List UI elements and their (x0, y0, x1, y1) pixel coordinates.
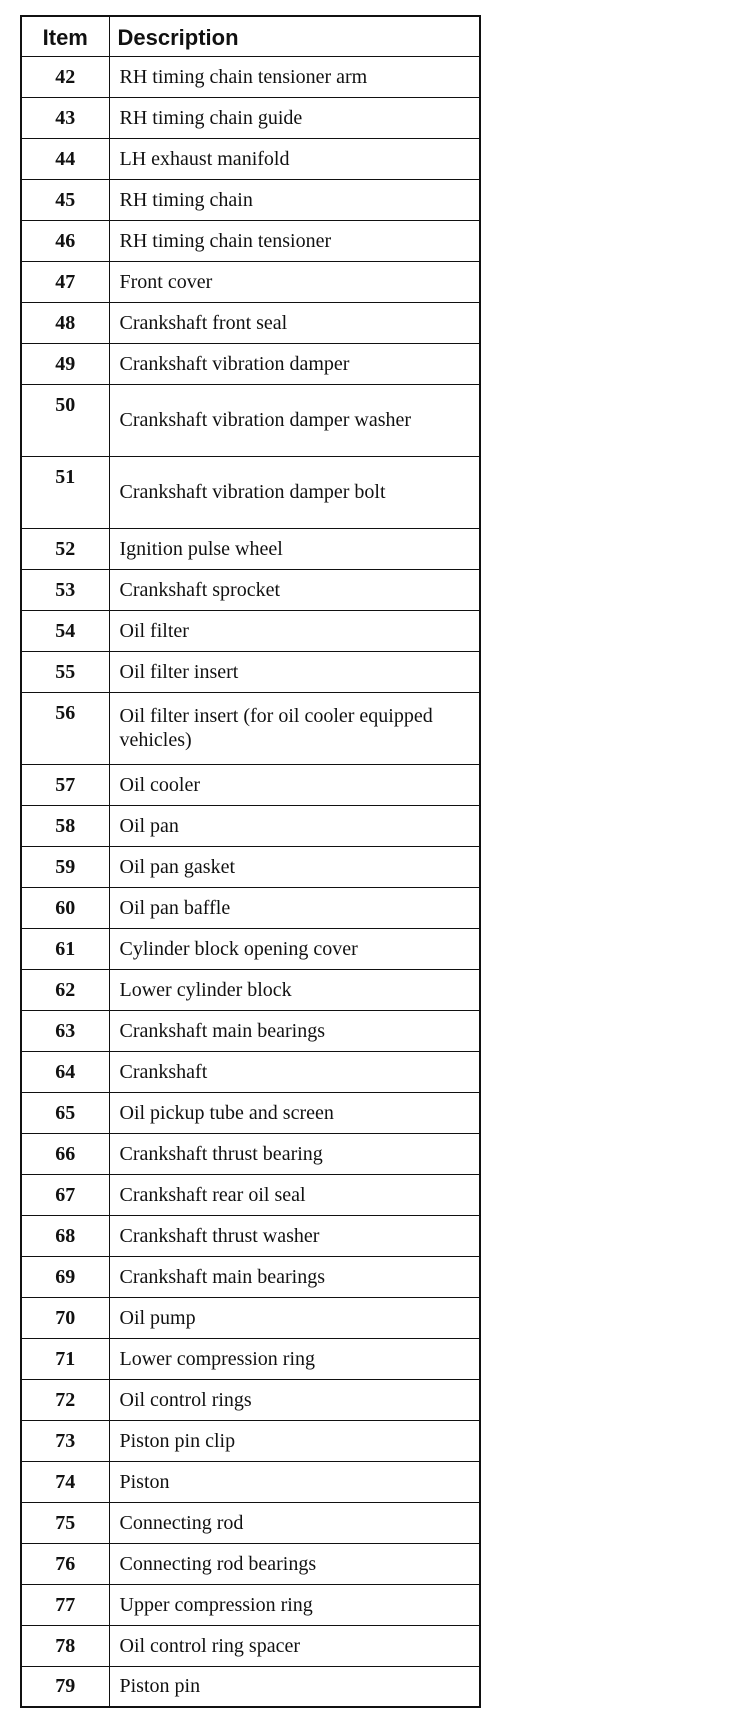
description-cell: Oil pump (109, 1297, 480, 1338)
table-row (21, 1625, 480, 1666)
table-row (21, 692, 480, 764)
description-cell: Crankshaft vibration damper (109, 343, 480, 384)
description-cell: LH exhaust manifold (109, 138, 480, 179)
table-row (21, 302, 480, 343)
description-cell: Crankshaft front seal (109, 302, 480, 343)
description-cell: RH timing chain tensioner arm (109, 56, 480, 97)
item-number-cell: 52 (21, 528, 109, 569)
table-row (21, 1010, 480, 1051)
description-cell: RH timing chain tensioner (109, 220, 480, 261)
description-cell: Crankshaft thrust bearing (109, 1133, 480, 1174)
table-row (21, 179, 480, 220)
description-cell: Oil pan (109, 805, 480, 846)
item-number-cell: 59 (21, 846, 109, 887)
item-number-cell: 67 (21, 1174, 109, 1215)
parts-table (20, 15, 481, 1708)
table-row (21, 610, 480, 651)
item-number-cell: 49 (21, 343, 109, 384)
table-row (21, 764, 480, 805)
item-number-cell: 71 (21, 1338, 109, 1379)
description-cell: Crankshaft vibration damper washer (109, 384, 480, 456)
table-row (21, 1297, 480, 1338)
item-column-header: Item (21, 16, 109, 56)
table-row (21, 1215, 480, 1256)
item-number-cell: 77 (21, 1584, 109, 1625)
table-row (21, 56, 480, 97)
table-row (21, 1502, 480, 1543)
description-cell: Oil control rings (109, 1379, 480, 1420)
item-number-cell: 70 (21, 1297, 109, 1338)
table-row (21, 97, 480, 138)
item-number-cell: 48 (21, 302, 109, 343)
description-cell: Lower cylinder block (109, 969, 480, 1010)
item-number-cell: 76 (21, 1543, 109, 1584)
table-row (21, 1379, 480, 1420)
item-number-cell: 66 (21, 1133, 109, 1174)
table-row (21, 138, 480, 179)
description-cell: Oil filter insert (for oil cooler equipped vehicles) (109, 692, 480, 764)
table-row (21, 1051, 480, 1092)
description-cell: Piston (109, 1461, 480, 1502)
description-cell: Oil filter insert (109, 651, 480, 692)
table-row (21, 1092, 480, 1133)
table-row (21, 805, 480, 846)
item-number-cell: 79 (21, 1666, 109, 1707)
table-row (21, 456, 480, 528)
item-number-cell: 68 (21, 1215, 109, 1256)
description-cell: Crankshaft main bearings (109, 1256, 480, 1297)
description-cell: Crankshaft (109, 1051, 480, 1092)
table-row (21, 651, 480, 692)
description-cell: Cylinder block opening cover (109, 928, 480, 969)
table-row (21, 1338, 480, 1379)
table-row (21, 528, 480, 569)
table-row (21, 1174, 480, 1215)
table-row (21, 569, 480, 610)
description-cell: Ignition pulse wheel (109, 528, 480, 569)
table-row (21, 846, 480, 887)
parts-table-body (21, 56, 480, 1707)
item-number-cell: 64 (21, 1051, 109, 1092)
description-cell: RH timing chain guide (109, 97, 480, 138)
table-row (21, 1584, 480, 1625)
item-number-cell: 43 (21, 97, 109, 138)
item-number-cell: 69 (21, 1256, 109, 1297)
item-number-cell: 50 (21, 384, 109, 456)
description-cell: Crankshaft vibration damper bolt (109, 456, 480, 528)
item-number-cell: 65 (21, 1092, 109, 1133)
description-cell: Piston pin clip (109, 1420, 480, 1461)
description-cell: Crankshaft thrust washer (109, 1215, 480, 1256)
table-row (21, 384, 480, 456)
item-number-cell: 78 (21, 1625, 109, 1666)
item-number-cell: 47 (21, 261, 109, 302)
table-header-row (21, 16, 480, 56)
description-column-header: Description (109, 16, 480, 56)
description-cell: RH timing chain (109, 179, 480, 220)
item-number-cell: 75 (21, 1502, 109, 1543)
table-row (21, 343, 480, 384)
description-cell: Oil filter (109, 610, 480, 651)
table-row (21, 928, 480, 969)
item-number-cell: 72 (21, 1379, 109, 1420)
table-row (21, 887, 480, 928)
description-cell: Oil pan gasket (109, 846, 480, 887)
description-cell: Crankshaft sprocket (109, 569, 480, 610)
item-number-cell: 62 (21, 969, 109, 1010)
item-number-cell: 74 (21, 1461, 109, 1502)
description-cell: Piston pin (109, 1666, 480, 1707)
description-cell: Connecting rod bearings (109, 1543, 480, 1584)
item-number-cell: 54 (21, 610, 109, 651)
table-row (21, 1461, 480, 1502)
item-number-cell: 56 (21, 692, 109, 764)
description-cell: Connecting rod (109, 1502, 480, 1543)
item-number-cell: 61 (21, 928, 109, 969)
table-row (21, 1543, 480, 1584)
description-cell: Oil control ring spacer (109, 1625, 480, 1666)
item-number-cell: 46 (21, 220, 109, 261)
description-cell: Front cover (109, 261, 480, 302)
description-cell: Oil cooler (109, 764, 480, 805)
item-number-cell: 60 (21, 887, 109, 928)
table-row (21, 1666, 480, 1707)
table-row (21, 1256, 480, 1297)
table-row (21, 261, 480, 302)
description-cell: Crankshaft rear oil seal (109, 1174, 480, 1215)
description-cell: Oil pickup tube and screen (109, 1092, 480, 1133)
item-number-cell: 57 (21, 764, 109, 805)
item-number-cell: 73 (21, 1420, 109, 1461)
table-row (21, 1420, 480, 1461)
table-row (21, 969, 480, 1010)
description-cell: Oil pan baffle (109, 887, 480, 928)
item-number-cell: 53 (21, 569, 109, 610)
item-number-cell: 58 (21, 805, 109, 846)
item-number-cell: 45 (21, 179, 109, 220)
table-row (21, 220, 480, 261)
item-number-cell: 42 (21, 56, 109, 97)
item-number-cell: 51 (21, 456, 109, 528)
item-number-cell: 63 (21, 1010, 109, 1051)
table-row (21, 1133, 480, 1174)
item-number-cell: 44 (21, 138, 109, 179)
description-cell: Upper compression ring (109, 1584, 480, 1625)
item-number-cell: 55 (21, 651, 109, 692)
description-cell: Lower compression ring (109, 1338, 480, 1379)
description-cell: Crankshaft main bearings (109, 1010, 480, 1051)
